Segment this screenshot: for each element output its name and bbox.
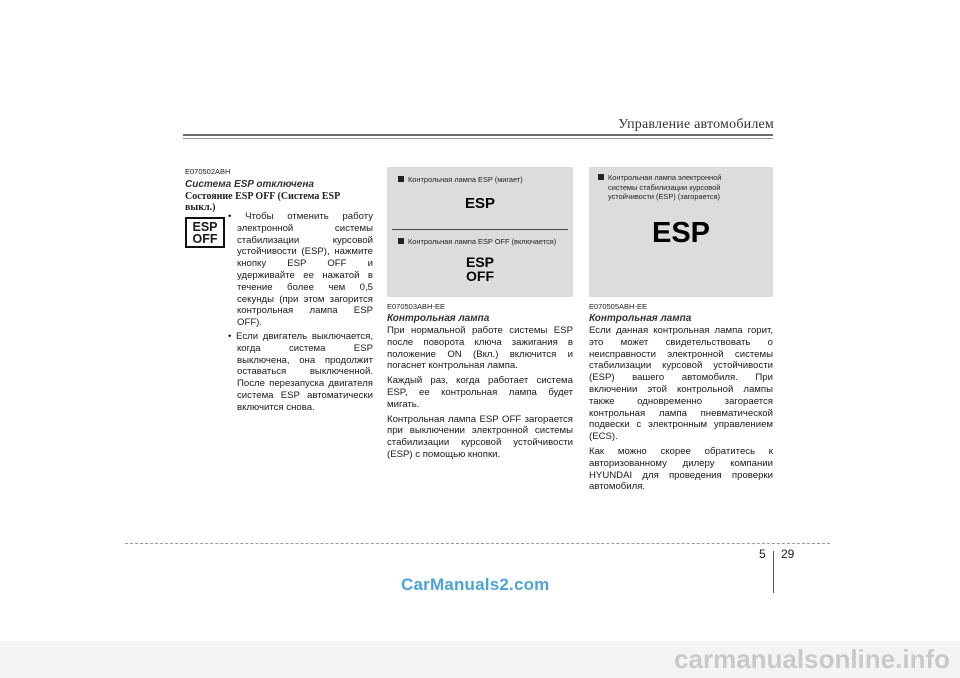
panel-divider: [392, 229, 568, 230]
right-body-text: [589, 325, 773, 496]
middle-body-text: [387, 325, 573, 464]
paragraph: Как можно скорее обратитесь к авторизованному дилеру компании HYUNDAI для проведения проверки автомобиля.: [589, 445, 773, 493]
left-section-code: E070502ABH: [185, 167, 231, 176]
watermark-text: carmanualsonline.info: [674, 644, 950, 674]
page-number-divider: [773, 551, 774, 593]
page-header-title: Управление автомобилем: [618, 117, 774, 132]
middle-section-code: E070503ABH-EE: [387, 302, 445, 311]
panel-caption: Контрольная лампа электронной системы стабилизации курсовой устойчивости (ESP) (загорается): [598, 173, 768, 202]
esp-off-warning-light: ESP OFF: [465, 254, 494, 284]
esp-indicator-panel: [387, 167, 573, 297]
section-number: 5: [759, 547, 766, 561]
panel-caption-bottom: Контрольная лампа ESP OFF (включается): [398, 237, 556, 247]
middle-section-heading: Контрольная лампа: [387, 313, 490, 324]
left-section-heading: Система ESP отключена: [185, 179, 314, 190]
left-subheading: [185, 191, 375, 213]
esp-off-button-icon: [185, 217, 225, 248]
square-bullet-icon: [598, 174, 604, 180]
bullet-item: • Если двигатель выключается, когда система ESP выключена, она продолжит оставаться выключенной. После перезапуска двигателя система ESP автоматически включится снова.: [228, 330, 373, 413]
left-bullet-list: [228, 211, 373, 416]
esp-malfunction-panel: [589, 167, 773, 297]
header-divider: [183, 134, 773, 136]
esp-malfunction-light: ESP: [651, 217, 711, 249]
header-divider-thin: [183, 138, 773, 139]
right-section-code: E070505ABH-EE: [589, 302, 647, 311]
paragraph: Каждый раз, когда работает система ESP, ее контрольная лампа будет мигать.: [387, 375, 573, 410]
footer-divider: [125, 543, 830, 544]
left-subheading-line-1: Состояние ESP OFF (Система ESP: [185, 191, 341, 202]
square-bullet-icon: [398, 176, 404, 182]
esp-off-icon-line-1: ESP: [192, 220, 218, 234]
paragraph: При нормальной работе системы ESP после поворота ключа зажигания в положение ON (Вкл.) включится и погаснет контрольная лампа.: [387, 325, 573, 372]
square-bullet-icon: [398, 238, 404, 244]
paragraph: Контрольная лампа ESP OFF загорается при выключении электронной системы стабилизации курсовой устойчивости (ESP) с помощью кнопки.: [387, 413, 573, 460]
esp-warning-light: ESP: [464, 195, 495, 212]
right-section-heading: Контрольная лампа: [589, 313, 692, 324]
bullet-item: • Чтобы отменить работу электронной системы стабилизации курсовой устойчивости (ESP), нажмите кнопку ESP OFF и удерживайте ее нажатой в течение более чем 0,5 секунды (при этом загорится контрольная лампа ESP OFF).: [228, 211, 373, 329]
panel-caption-top: Контрольная лампа ESP (мигает): [398, 175, 523, 185]
page-number: 29: [781, 547, 795, 561]
esp-off-icon-line-2: OFF: [192, 232, 218, 246]
left-subheading-line-2: выкл.): [185, 202, 216, 213]
paragraph: Если данная контрольная лампа горит, это может свидетельствовать о неисправности электронной системы стабилизации курсовой устойчивости (ESP) вашего автомобиля. При включении этой контрольной лампы также одновременно загорается контрольная лампа пневматической подвески с электронным управлением (ECS).: [589, 325, 773, 443]
watermark-link[interactable]: CarManuals2.com: [401, 575, 550, 594]
